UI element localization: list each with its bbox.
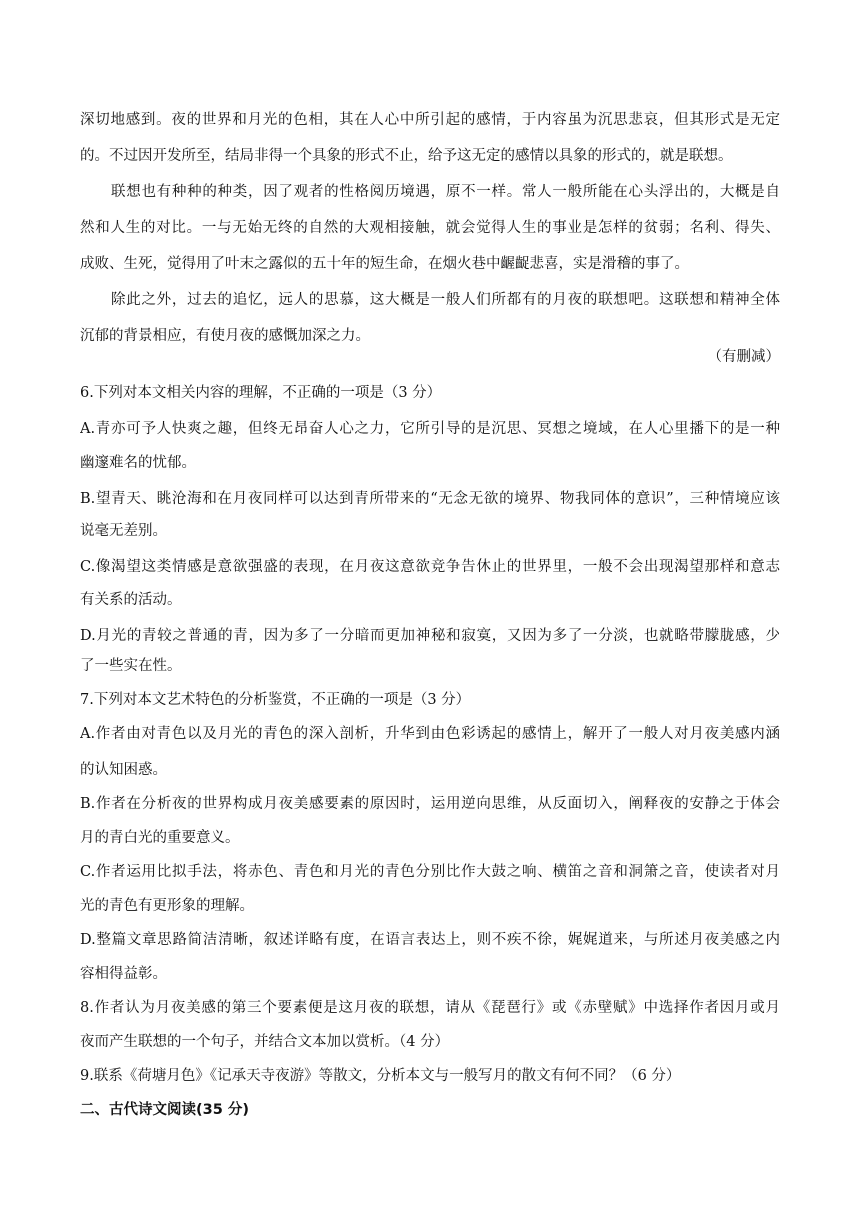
question-7-option-a-cont: 的认知困惑。 [80,762,167,778]
question-7-stem: 7.下列对本文艺术特色的分析鉴赏，不正确的一项是（3 分） [80,692,471,708]
passage-line: 沉郁的背景相应，有使月夜的感慨加深之力。 [80,328,370,344]
question-6-option-a-cont: 幽邃难名的忧郁。 [80,455,196,471]
question-6-option-b-cont: 说毫无差别。 [80,523,167,539]
question-7-option-c: C.作者运用比拟手法，将赤色、青色和月光的青色分别比作大鼓之响、横笛之音和洞箫之音，使读者对月 [80,864,780,880]
question-6-stem: 6.下列对本文相关内容的理解，不正确的一项是（3 分） [80,385,442,401]
question-6-option-d-cont: 了一些实在性。 [80,658,182,674]
question-7-option-b: B.作者在分析夜的世界构成月夜美感要素的原因时，运用逆向思维，从反面切入，阐释夜的安静之于体会 [80,796,780,812]
passage-line: 然和人生的对比。一与无始无终的自然的大观相接触，就会觉得人生的事业是怎样的贫弱；名利、得失、 [80,220,780,236]
question-9-stem: 9.联系《荷塘月色》《记承天寺夜游》等散文，分析本文与一般写月的散文有何不同？（6 分） [80,1068,681,1084]
question-6-option-b: B.望青天、眺沧海和在月夜同样可以达到青所带来的“无念无欲的境界、物我同体的意识”，三种情境应该 [80,491,780,507]
question-8-stem: 8.作者认为月夜美感的第三个要素便是这月夜的联想，请从《琵琶行》或《赤壁赋》中选择作者因月或月 [80,1000,780,1016]
section-heading: 二、古代诗文阅读(35 分) [80,1102,249,1118]
source-note: （有删减） [707,349,780,365]
passage-line: 除此之外，过去的追忆，远人的思慕，这大概是一般人们所都有的月夜的联想吧。这联想和精神全体 [111,292,780,308]
question-6-option-c: C.像渴望这类情感是意欲强盛的表现，在月夜这意欲竞争告休止的世界里，一般不会出现渴望那样和意志 [80,559,780,575]
question-6-option-c-cont: 有关系的活动。 [80,592,182,608]
passage-line: 深切地感到。夜的世界和月光的色相，其在人心中所引起的感情，于内容虽为沉思悲哀，但其形式是无定 [80,112,780,128]
passage-line: 成败、生死，觉得用了叶末之露似的五十年的短生命，在烟火巷中齷齪悲喜，实是滑稽的事了。 [80,256,689,272]
question-7-option-d-cont: 容相得益彰。 [80,966,167,982]
question-7-option-c-cont: 光的青色有更形象的理解。 [80,898,254,914]
question-7-option-d: D.整篇文章思路简洁清晰，叙述详略有度，在语言表达上，则不疾不徐，娓娓道来，与所述月夜美感之内 [80,932,780,948]
question-7-option-a: A.作者由对青色以及月光的青色的深入剖析，升华到由色彩诱起的感情上，解开了一般人对月夜美感内涵 [80,726,780,742]
question-8-stem-cont: 夜而产生联想的一个句子，并结合文本加以赏析。（4 分） [80,1034,450,1050]
question-7-option-b-cont: 月的青白光的重要意义。 [80,830,240,846]
question-6-option-d: D.月光的青较之普通的青，因为多了一分暗而更加神秘和寂寞，又因为多了一分淡，也就略带朦胧感，少 [80,628,780,644]
question-6-option-a: A.青亦可予人快爽之趣，但终无昂奋人心之力，它所引导的是沉思、冥想之境域，在人心里播下的是一种 [80,421,780,437]
passage-line: 的。不过因开发所至，结局非得一个具象的形式不止，给予这无定的感情以具象的形式的，就是联想。 [80,148,733,164]
passage-line: 联想也有种种的种类，因了观者的性格阅历境遇，原不一样。常人一般所能在心头浮出的，大概是自 [111,184,780,200]
